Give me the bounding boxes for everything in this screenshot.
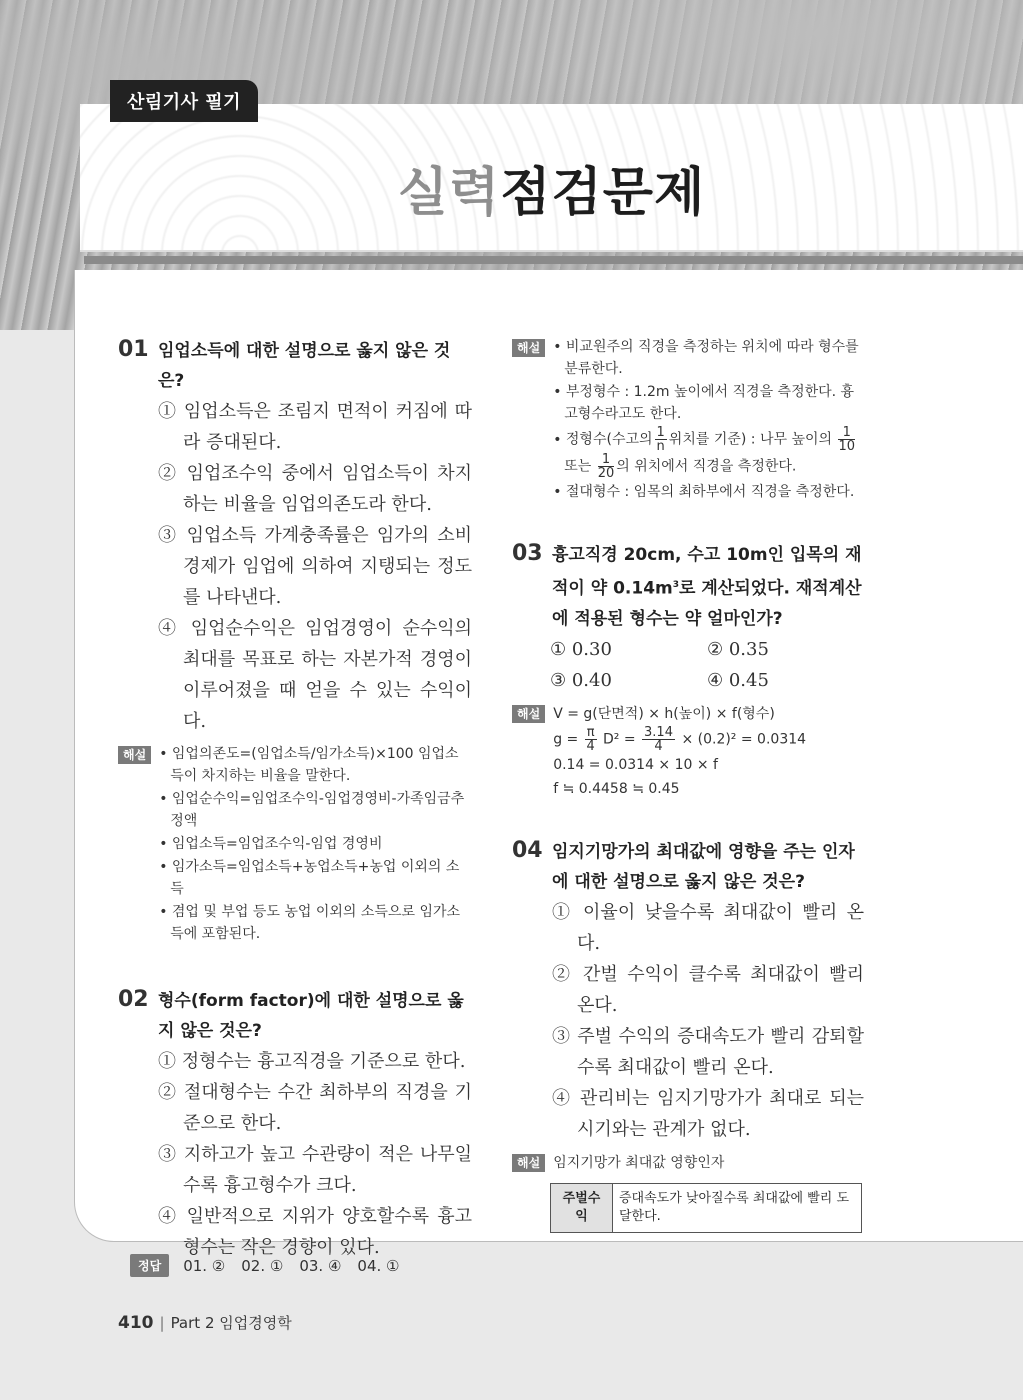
page-footer: 410 | Part 2 임업경영학 — [118, 1313, 292, 1333]
question-text: 흉고직경 20cm, 수고 10m인 입목의 재적이 약 $0.14m^3$로 계산되었다. 재적계산에 적용된 형수는 약 얼마인가? — [552, 545, 862, 629]
option-4: ④ 일반적으로 지위가 양호할수록 흉고형수는 작은 경향이 있다. — [158, 1206, 472, 1258]
explanation-item: • 정형수(수고의 $\frac{1}{n}$ 위치를 기준) : 나무 높이의 $\frac{1}{10}$ 또는 $\frac{1}{20}$ 의 위치에서 직경을 측정한다. — [553, 426, 864, 480]
question-1 — [118, 336, 472, 946]
answer-item: 04. ① — [357, 1256, 400, 1275]
fraction: $\frac{1}{10}$ — [838, 425, 856, 454]
explanation-table — [550, 1183, 862, 1233]
explanation-item: • 절대형수 : 임목의 최하부에서 직경을 측정한다. — [553, 481, 864, 503]
option-2: ② 절대형수는 수간 최하부의 직경을 기준으로 한다. — [158, 1082, 472, 1134]
explanation-badge: 해설 — [512, 1154, 545, 1172]
explanation — [118, 743, 472, 946]
answer-item: 01. ② — [183, 1256, 226, 1275]
option-3: ③ 0.40 — [550, 669, 612, 691]
explanation-item: • 임업순수익=임업조수익-임업경영비-가족임금추정액 — [159, 788, 472, 832]
question-text: 임지기망가의 최대값에 영향을 주는 인자에 대한 설명으로 옳지 않은 것은? — [552, 841, 855, 892]
answer-item: 03. ④ — [299, 1256, 342, 1275]
explanation-item: • 비교원주의 직경을 측정하는 위치에 따라 형수를 분류한다. — [553, 336, 864, 380]
answer-badge: 정답 — [130, 1254, 169, 1277]
option-2: ② 간벌 수익이 클수록 최대값이 빨리 온다. — [552, 963, 864, 1016]
chapter-label: 임업경영학 — [219, 1314, 292, 1332]
formula-line: f ≒ 0.4458 ≒ 0.45 — [553, 780, 680, 797]
question-number: 02 — [118, 987, 149, 1012]
part-label: Part 2 — [170, 1314, 215, 1332]
page-number: 410 — [118, 1313, 154, 1333]
explanation-item: • 부정형수 : 1.2m 높이에서 직경을 측정한다. 흉고형수라고도 한다. — [553, 381, 864, 425]
option-4: ④ 0.45 — [707, 669, 769, 691]
question-number: 01 — [118, 337, 149, 362]
option-2: ② 임업조수익 중에서 임업소득이 차지하는 비율을 임업의존도라 한다. — [158, 463, 472, 515]
explanation-item: • 임업의존도=(임업소득/임가소득)×100 임업소득이 차지하는 비율을 말한다. — [159, 743, 472, 787]
explanation-item: • 겸업 및 부업 등도 농업 이외의 소득으로 임가소득에 포함된다. — [159, 901, 472, 945]
fraction: $\frac{1}{n}$ — [656, 425, 665, 454]
left-column — [118, 336, 472, 1263]
explanation-text: 임지기망가 최대값 영향인자 — [553, 1154, 725, 1171]
answer-item: 02. ① — [241, 1256, 284, 1275]
table-header-cell: 주벌수익 — [551, 1183, 613, 1232]
question-3 — [512, 540, 864, 801]
formula-line: V = g(단면적) × h(높이) × f(형수) — [553, 705, 775, 722]
fraction: $\frac{\pi}{4}$ — [586, 724, 595, 754]
formula-line: 0.14 = 0.0314 × 10 × f — [553, 756, 718, 773]
explanation — [512, 702, 864, 801]
question-2 — [118, 986, 472, 1263]
explanation-badge: 해설 — [512, 705, 545, 723]
series-tab: 산림기사 필기 — [110, 80, 258, 122]
question-number: 04 — [512, 837, 543, 863]
option-2: ② 0.35 — [707, 638, 769, 660]
page-title-light: 실력 — [397, 163, 501, 223]
formula-line: g = $\frac{\pi}{4}$ D² = $\frac{3.14}{4}$ × (0.2)² = 0.0314 — [553, 724, 807, 754]
question-4 — [512, 837, 864, 1233]
page-title-dark: 점검문제 — [500, 163, 706, 223]
answer-key — [130, 1254, 416, 1277]
question-text: 임업소득에 대한 설명으로 옳지 않은 것은? — [158, 341, 451, 391]
table-cell: 증대속도가 낮아질수록 최대값에 빨리 도달한다. — [613, 1183, 862, 1232]
option-4: ④ 관리비는 임지기망가가 최대로 되는 시기와는 관계가 없다. — [552, 1087, 864, 1140]
option-3: ③ 임업소득 가계충족률은 임가의 소비경제가 임업에 의하여 지탱되는 정도를 나타낸다. — [158, 525, 472, 608]
explanation-q2 — [512, 336, 864, 504]
right-column — [512, 336, 864, 1233]
option-grid — [512, 634, 864, 696]
explanation-badge: 해설 — [512, 339, 545, 357]
fraction: $\frac{3.14}{4}$ — [644, 724, 673, 754]
option-1: ① 이율이 낮을수록 최대값이 빨리 온다. — [552, 901, 864, 954]
explanation-item: • 임업소득=임업조수익-임업 경영비 — [159, 833, 472, 855]
title-rule — [84, 256, 1023, 264]
option-1: ① 임업소득은 조림지 면적이 커짐에 따라 증대된다. — [158, 401, 472, 453]
option-3: ③ 지하고가 높고 수관량이 적은 나무일수록 흉고형수가 크다. — [158, 1144, 472, 1196]
explanation-item: • 임가소득=임업소득+농업소득+농업 이외의 소득 — [159, 856, 472, 900]
explanation-badge: 해설 — [118, 746, 151, 764]
option-1: ① 정형수는 흉고직경을 기준으로 한다. — [158, 1051, 466, 1072]
explanation — [512, 1151, 864, 1175]
option-1: ① 0.30 — [550, 638, 612, 660]
page-title — [80, 150, 1023, 225]
option-4: ④ 임업순수익은 임업경영이 순수익의 최대를 목표로 하는 자본가적 경영이 이루어졌을 때 얻을 수 있는 수익이다. — [158, 618, 472, 732]
question-number: 03 — [512, 541, 543, 566]
fraction: $\frac{1}{20}$ — [597, 452, 615, 481]
question-text: 형수(form factor)에 대한 설명으로 옳지 않은 것은? — [158, 991, 464, 1041]
option-3: ③ 주벌 수익의 증대속도가 빨리 감퇴할수록 최대값이 빨리 온다. — [552, 1025, 864, 1078]
